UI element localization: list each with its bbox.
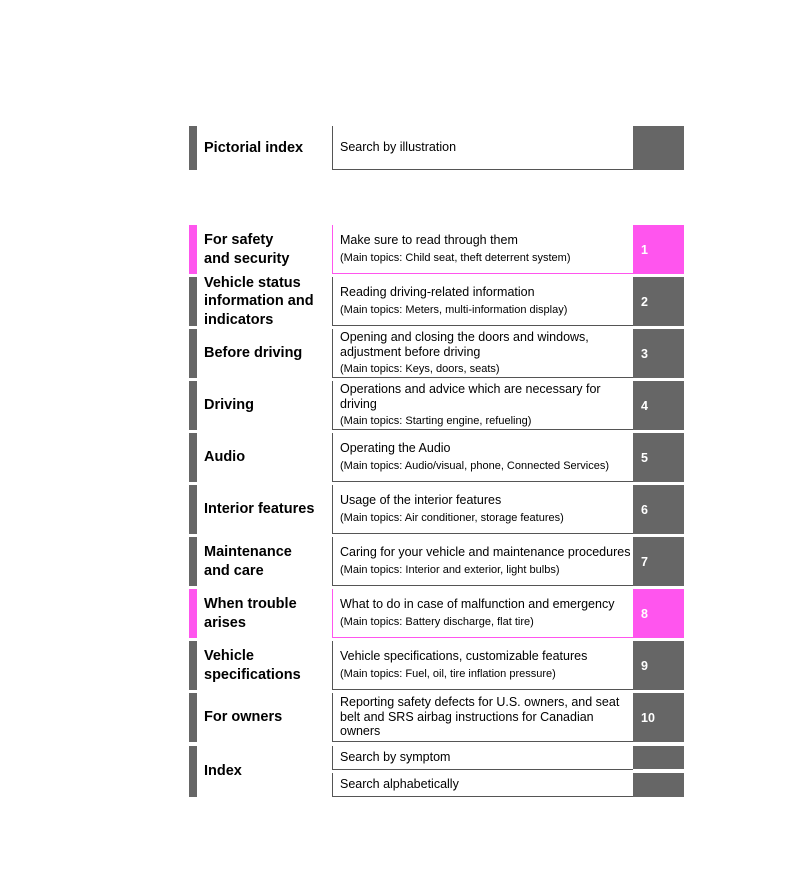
- section-main-text: Reporting safety defects for U.S. owners, and seat belt and SRS airbag instructions for Canadian owners: [340, 695, 620, 739]
- section-row-6[interactable]: [189, 485, 684, 534]
- index-alphabetical-tab[interactable]: [633, 773, 684, 797]
- pictorial-index-desc-text: Search by illustration: [340, 140, 457, 155]
- section-bar: [189, 746, 197, 797]
- section-main-text: Make sure to read through them: [340, 233, 518, 248]
- index-by-symptom[interactable]: [332, 746, 633, 770]
- index-row: [189, 746, 684, 797]
- section-title: For safety and security: [204, 232, 290, 267]
- section-main-text: Operating the Audio: [340, 441, 451, 456]
- section-number: 5: [641, 450, 648, 465]
- section-desc: [332, 693, 633, 742]
- section-desc: [332, 277, 633, 326]
- section-title: Interior features: [204, 501, 315, 518]
- section-desc: [332, 589, 633, 638]
- section-topics-text: (Main topics: Fuel, oil, tire inflation pressure): [340, 667, 556, 680]
- section-bar: [189, 433, 197, 482]
- section-row-7[interactable]: [189, 537, 684, 586]
- section-topics-text: (Main topics: Starting engine, refueling): [340, 415, 532, 427]
- pictorial-index-title: Pictorial index: [204, 139, 304, 156]
- section-main-text: Caring for your vehicle and maintenance procedures: [340, 545, 631, 560]
- section-title: Maintenance and care: [204, 544, 292, 579]
- section-row-9[interactable]: [189, 641, 684, 690]
- section-main-text: Opening and closing the doors and windows, adjustment before driving: [340, 330, 589, 359]
- index-by-symptom-text: Search by symptom: [340, 750, 451, 765]
- section-bar: [189, 381, 197, 430]
- section-tab[interactable]: [633, 589, 684, 638]
- pictorial-index-row[interactable]: [189, 126, 684, 170]
- section-row-10[interactable]: [189, 693, 684, 742]
- section-number: 2: [641, 294, 648, 309]
- section-topics-text: (Main topics: Audio/visual, phone, Connected Services): [340, 459, 610, 472]
- section-tab[interactable]: [633, 485, 684, 534]
- section-row-5[interactable]: [189, 433, 684, 482]
- section-number: 10: [641, 710, 655, 725]
- section-topics-text: (Main topics: Air conditioner, storage features): [340, 511, 564, 524]
- section-desc: [332, 433, 633, 482]
- pictorial-index-tab[interactable]: [633, 126, 684, 170]
- section-row-1[interactable]: [189, 225, 684, 274]
- section-title: Driving: [204, 397, 254, 414]
- section-title: Vehicle status information and indicators: [204, 274, 314, 328]
- section-tab[interactable]: [633, 433, 684, 482]
- section-bar: [189, 589, 197, 638]
- section-row-4[interactable]: [189, 381, 684, 430]
- section-tab[interactable]: [633, 537, 684, 586]
- section-tab[interactable]: [633, 225, 684, 274]
- section-row-3[interactable]: [189, 329, 684, 378]
- pictorial-index-desc: [332, 126, 633, 170]
- section-number: 8: [641, 606, 648, 621]
- section-desc: [332, 381, 633, 430]
- section-title: When trouble arises: [204, 596, 297, 631]
- section-bar: [189, 537, 197, 586]
- index-alphabetical[interactable]: [332, 773, 633, 797]
- section-desc: [332, 329, 633, 378]
- section-row-2[interactable]: [189, 274, 684, 328]
- section-desc: [332, 225, 633, 274]
- section-tab[interactable]: [633, 641, 684, 690]
- section-desc: [332, 641, 633, 690]
- index-alphabetical-text: Search alphabetically: [340, 777, 459, 792]
- index-by-symptom-tab[interactable]: [633, 746, 684, 769]
- section-desc: [332, 485, 633, 534]
- section-topics-text: (Main topics: Interior and exterior, light bulbs): [340, 563, 560, 576]
- section-desc: [332, 537, 633, 586]
- section-main-text: What to do in case of malfunction and emergency: [340, 597, 615, 612]
- section-topics-text: (Main topics: Keys, doors, seats): [340, 363, 500, 375]
- section-topics-text: (Main topics: Meters, multi-information display): [340, 303, 568, 316]
- section-number: 9: [641, 658, 648, 673]
- section-title: Before driving: [204, 345, 303, 362]
- section-bar: [189, 641, 197, 690]
- section-number: 7: [641, 554, 648, 569]
- section-tab[interactable]: [633, 329, 684, 378]
- section-bar: [189, 485, 197, 534]
- section-main-text: Operations and advice which are necessary for driving: [340, 382, 601, 411]
- section-title: Vehicle specifications: [204, 648, 301, 683]
- index-title: Index: [204, 763, 242, 780]
- section-tab[interactable]: [633, 381, 684, 430]
- section-number: 3: [641, 346, 648, 361]
- section-bar: [189, 277, 197, 326]
- section-main-text: Usage of the interior features: [340, 493, 502, 508]
- section-bar: [189, 126, 197, 170]
- section-tab[interactable]: [633, 277, 684, 326]
- section-main-text: Vehicle specifications, customizable features: [340, 649, 588, 664]
- section-bar: [189, 225, 197, 274]
- section-row-8[interactable]: [189, 589, 684, 638]
- section-title: For owners: [204, 709, 283, 726]
- section-topics-text: (Main topics: Child seat, theft deterrent system): [340, 251, 571, 264]
- section-tab[interactable]: [633, 693, 684, 742]
- section-topics-text: (Main topics: Battery discharge, flat tire): [340, 615, 534, 628]
- section-number: 6: [641, 502, 648, 517]
- section-number: 1: [641, 242, 648, 257]
- section-bar: [189, 329, 197, 378]
- section-title: Audio: [204, 449, 246, 466]
- section-number: 4: [641, 398, 648, 413]
- section-bar: [189, 693, 197, 742]
- section-main-text: Reading driving-related information: [340, 285, 535, 300]
